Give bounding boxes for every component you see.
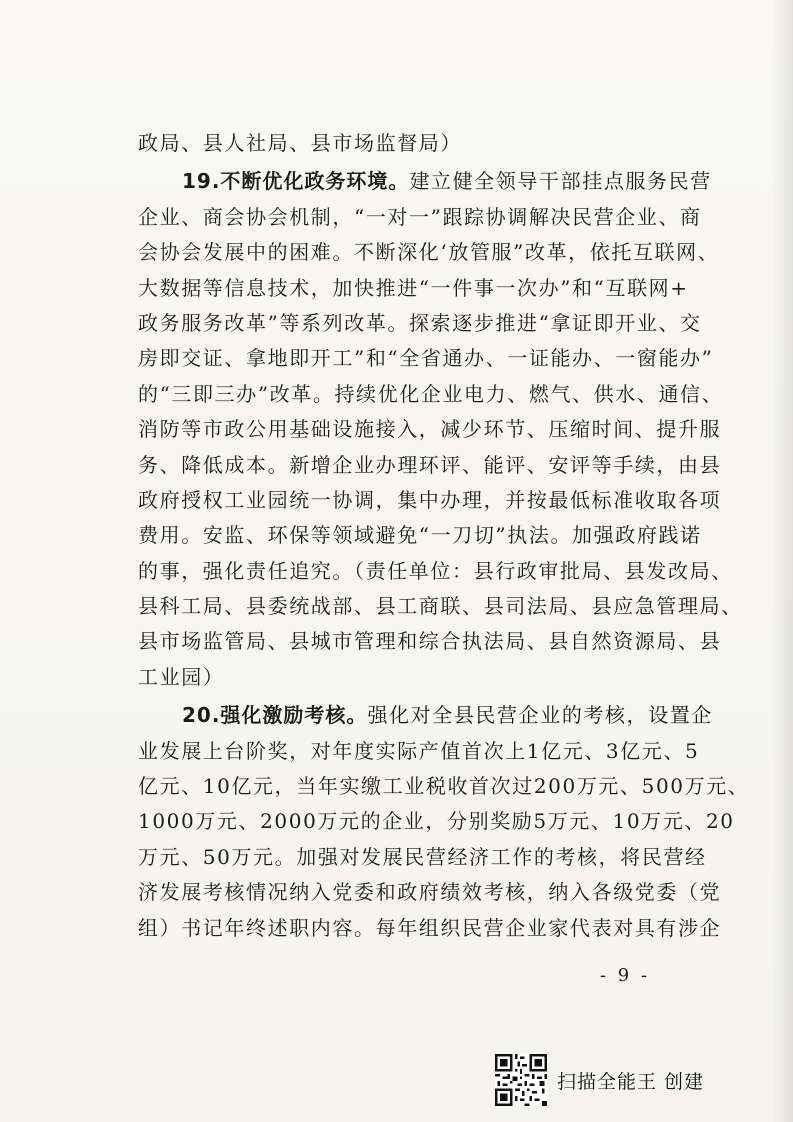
- line-text: 工业园）: [138, 664, 225, 689]
- text-line: [138, 164, 712, 199]
- line-text: 会协会发展中的困难。不断深化‘放管服”改革，依托互联网、: [138, 240, 720, 265]
- line-text: 业发展上台阶奖，对年度实际产值首次上1亿元、3亿元、5: [138, 738, 700, 763]
- text-line: [138, 589, 743, 624]
- text-line: [138, 554, 733, 589]
- line-text: 组）书记年终述职内容。每年组织民营企业家代表对具有涉企: [138, 915, 722, 940]
- text-line: [138, 911, 722, 946]
- text-line: [138, 412, 722, 447]
- text-line: [138, 698, 714, 733]
- watermark-label: 扫描全能王 创建: [557, 1070, 705, 1093]
- line-text: 强化对全县民营企业的考核，设置企: [367, 703, 714, 728]
- text-line: [138, 483, 722, 518]
- body-text: [138, 126, 750, 946]
- text-line: [138, 875, 722, 910]
- line-text: 县市场监管局、县城市管理和综合执法局、县自然资源局、县: [138, 629, 722, 654]
- line-text: 1000万元、2000万元的企业，分别奖励5万元、10万元、20: [138, 809, 735, 834]
- text-line: [138, 660, 658, 695]
- line-text: 济发展考核情况纳入党委和政府绩效考核，纳入各级党委（党: [138, 880, 722, 905]
- line-text: 的“三即三办”改革。持续优化企业电力、燃气、供水、通信、: [138, 381, 724, 406]
- text-line: [138, 448, 722, 483]
- page-edge-shadow: [771, 0, 793, 1122]
- section-heading: 19.不断优化政务环境。: [182, 169, 410, 194]
- line-text: 县科工局、县委统战部、县工商联、县司法局、县应急管理局、: [138, 594, 743, 619]
- text-line: [138, 769, 750, 804]
- line-text: 建立健全领导干部挂点服务民营: [409, 169, 712, 194]
- line-text: 万元、50万元。加强对发展民营经济工作的考核，将民营经: [138, 844, 707, 869]
- line-text: 费用。安监、环保等领域避免“一刀切”执法。加强政府践诺: [138, 523, 702, 548]
- line-text: 亿元、10亿元，当年实缴工业税收首次过200万元、500万元、: [138, 774, 750, 799]
- text-line: [138, 518, 702, 553]
- text-line: [138, 734, 700, 769]
- line-text: 大数据等信息技术，加快推进“一件事一次办”和“互联网+: [138, 275, 689, 300]
- text-line: [138, 271, 689, 306]
- line-text: 政府授权工业园统一协调，集中办理，并按最低标准收取各项: [138, 487, 722, 512]
- section-heading: 20.强化激励考核。: [182, 703, 368, 728]
- text-line: [138, 341, 714, 376]
- qr-code-icon: [495, 1054, 547, 1106]
- text-line: [138, 200, 702, 235]
- text-line: [138, 126, 658, 161]
- text-line: [138, 804, 735, 839]
- text-line: [138, 235, 720, 270]
- line-text: 政局、县人社局、县市场监督局）: [138, 131, 462, 155]
- line-text: 务、降低成本。新增企业办理环评、能评、安评等手续，由县: [138, 452, 722, 477]
- line-text: 企业、商会协会机制，“一对一”跟踪协调解决民营企业、商: [138, 204, 702, 229]
- text-line: [138, 840, 707, 875]
- text-line: [138, 306, 702, 341]
- page-number: - 9 -: [600, 965, 651, 986]
- line-text: 消防等市政公用基础设施接入，减少环节、压缩时间、提升服: [138, 417, 722, 442]
- line-text: 房即交证、拿地即开工”和“全省通办、一证能办、一窗能办”: [138, 346, 714, 371]
- text-line: [138, 377, 724, 412]
- text-line: [138, 624, 722, 659]
- line-text: 政务服务改革”等系列改革。探索逐步推进“拿证即开业、交: [138, 310, 702, 335]
- line-text: 的事，强化责任追究。（责任单位：县行政审批局、县发改局、: [138, 558, 733, 583]
- camscanner-watermark: [495, 1052, 704, 1108]
